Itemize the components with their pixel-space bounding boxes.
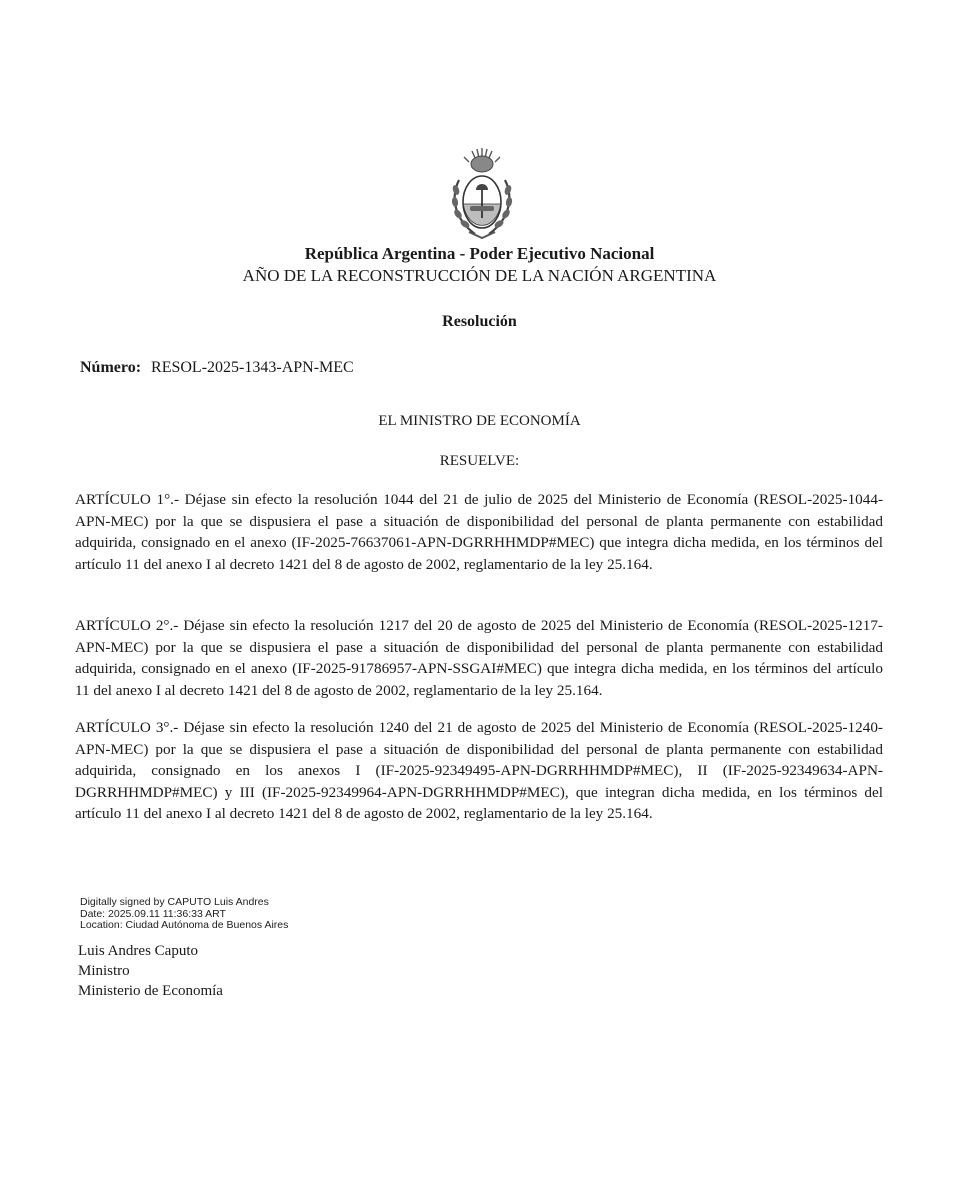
resolves-heading: RESUELVE: xyxy=(439,453,520,469)
signature-signed-by: Digitally signed by CAPUTO Luis Andres xyxy=(80,896,269,908)
article-3: ARTÍCULO 3°.- Déjase sin efecto la resolución 1240 del 21 de agosto de 2025 del Ministerio de Economía (RESOL-2025-1240-APN-MEC) por la que se dispusiera el pase a situación de disponibilidad del personal de planta permanente con estabilidad adquirida, consignado en los anexos I (IF-2025-92349495-APN-DGRRHHMDP#MEC), II (IF-2025-92349634-APN-DGRRHHMDP#MEC) y III (IF-2025-92349964-APN-DGRRHHMDP#MEC), que integran dicha medida, en los términos del artículo 11 del anexo I al decreto 1421 del 8 de agosto de 2002, reglamentario de la ley 25.164. xyxy=(75,719,883,822)
document-type: Resolución xyxy=(442,313,517,330)
signer-block xyxy=(78,941,223,1001)
signer-name: Luis Andres Caputo xyxy=(78,943,198,959)
article-1: ARTÍCULO 1°.- Déjase sin efecto la resolución 1044 del 21 de julio de 2025 del Ministerio de Economía (RESOL-2025-1044-APN-MEC) por la que se dispusiera el pase a situación de disponibilidad del personal de planta permanente con estabilidad adquirida, consignado en el anexo (IF-2025-76637061-APN-DGRRHHMDP#MEC) que integra dicha medida, en los términos del artículo 11 del anexo I al decreto 1421 del 8 de agosto de 2002, reglamentario de la ley 25.164. xyxy=(75,491,883,573)
signature-location: Location: Ciudad Autónoma de Buenos Aires xyxy=(80,919,289,931)
year-motto: AÑO DE LA RECONSTRUCCIÓN DE LA NACIÓN ARGENTINA xyxy=(242,266,717,285)
digital-signature-stamp xyxy=(80,897,288,932)
document-number-value: RESOL-2025-1343-APN-MEC xyxy=(151,359,354,376)
issuer-title: República Argentina - Poder Ejecutivo Nacional xyxy=(304,244,655,263)
signer-ministry: Ministerio de Economía xyxy=(78,983,223,999)
signature-date: Date: 2025.09.11 11:36:33 ART xyxy=(80,907,226,920)
argentina-coat-of-arms-icon xyxy=(445,146,519,242)
issuing-authority: EL MINISTRO DE ECONOMÍA xyxy=(378,413,581,429)
article-2: ARTÍCULO 2°.- Déjase sin efecto la resolución 1217 del 20 de agosto de 2025 del Ministerio de Economía (RESOL-2025-1217-APN-MEC) por la que se dispusiera el pase a situación de disponibilidad del personal de planta permanente con estabilidad adquirida, consignado en el anexo (IF-2025-91786957-APN-SSGAI#MEC) que integra dicha medida, en los términos del artículo 11 del anexo I al decreto 1421 del 8 de agosto de 2002, reglamentario de la ley 25.164. xyxy=(75,617,883,699)
document-number-label: Número: xyxy=(80,359,142,376)
document-number xyxy=(80,359,354,377)
signer-role: Ministro xyxy=(78,963,130,979)
